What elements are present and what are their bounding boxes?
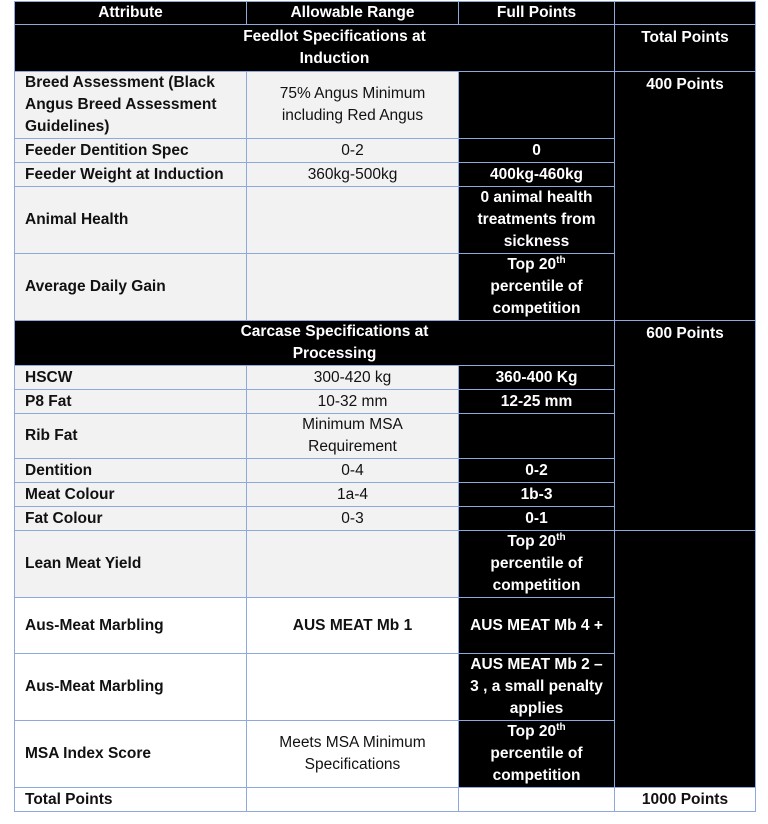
table-row — [15, 531, 756, 598]
range-cell — [247, 254, 459, 321]
total-row — [15, 788, 756, 812]
total-points-label: Total Points — [615, 25, 756, 72]
section-feedlot-points: 400 Points — [615, 72, 756, 321]
range-cell: 75% Angus Minimum including Red Angus — [247, 72, 459, 139]
total-range-empty — [247, 788, 459, 812]
section-feedlot-title: Feedlot Specifications at Induction — [15, 25, 615, 72]
attribute-cell: Rib Fat — [15, 414, 247, 459]
scoring-table — [14, 1, 756, 812]
full-points-cell: 0-2 — [459, 459, 615, 483]
attribute-cell: Lean Meat Yield — [15, 531, 247, 598]
full-points-cell: AUS MEAT Mb 4 + — [459, 598, 615, 654]
attribute-cell: Feeder Dentition Spec — [15, 139, 247, 163]
header-attribute: Attribute — [15, 2, 247, 25]
full-points-cell — [459, 72, 615, 139]
section-carcase-row — [15, 321, 756, 366]
header-full-points: Full Points — [459, 2, 615, 25]
full-points-cell: Top 20th percentile of competition — [459, 531, 615, 598]
range-cell: AUS MEAT Mb 1 — [247, 598, 459, 654]
header-allowable-range: Allowable Range — [247, 2, 459, 25]
section-carcase-title: Carcase Specifications at Processing — [15, 321, 615, 366]
points-column-fill — [615, 531, 756, 788]
range-cell: Minimum MSA Requirement — [247, 414, 459, 459]
attribute-cell: Feeder Weight at Induction — [15, 163, 247, 187]
attribute-cell: Fat Colour — [15, 507, 247, 531]
full-points-cell: Top 20th percentile of competition — [459, 254, 615, 321]
header-blank — [615, 2, 756, 25]
range-cell — [247, 531, 459, 598]
full-points-cell: 12-25 mm — [459, 390, 615, 414]
range-cell: 1a-4 — [247, 483, 459, 507]
range-cell — [247, 187, 459, 254]
attribute-cell: Average Daily Gain — [15, 254, 247, 321]
attribute-cell: HSCW — [15, 366, 247, 390]
range-cell: 360kg-500kg — [247, 163, 459, 187]
range-cell: Meets MSA Minimum Specifications — [247, 721, 459, 788]
full-points-cell: 0 — [459, 139, 615, 163]
total-label: Total Points — [15, 788, 247, 812]
header-row — [15, 2, 756, 25]
attribute-cell: Aus-Meat Marbling — [15, 598, 247, 654]
attribute-cell: Breed Assessment (Black Angus Breed Assessment Guidelines) — [15, 72, 247, 139]
section-carcase-points: 600 Points — [615, 321, 756, 531]
full-points-cell: 400kg-460kg — [459, 163, 615, 187]
total-full-empty — [459, 788, 615, 812]
attribute-cell: Aus-Meat Marbling — [15, 654, 247, 721]
full-points-cell: 1b-3 — [459, 483, 615, 507]
range-cell: 10-32 mm — [247, 390, 459, 414]
full-points-cell: 0-1 — [459, 507, 615, 531]
range-cell: 300-420 kg — [247, 366, 459, 390]
range-cell: 0-3 — [247, 507, 459, 531]
full-points-cell: AUS MEAT Mb 2 – 3 , a small penalty applies — [459, 654, 615, 721]
full-points-cell: 0 animal health treatments from sickness — [459, 187, 615, 254]
attribute-cell: Dentition — [15, 459, 247, 483]
attribute-cell: MSA Index Score — [15, 721, 247, 788]
range-cell — [247, 654, 459, 721]
attribute-cell: Meat Colour — [15, 483, 247, 507]
attribute-cell: Animal Health — [15, 187, 247, 254]
full-points-cell: Top 20th percentile of competition — [459, 721, 615, 788]
table-row — [15, 72, 756, 139]
range-cell: 0-2 — [247, 139, 459, 163]
full-points-cell: 360-400 Kg — [459, 366, 615, 390]
section-feedlot-row — [15, 25, 756, 72]
full-points-cell — [459, 414, 615, 459]
range-cell: 0-4 — [247, 459, 459, 483]
attribute-cell: P8 Fat — [15, 390, 247, 414]
total-points-value: 1000 Points — [615, 788, 756, 812]
